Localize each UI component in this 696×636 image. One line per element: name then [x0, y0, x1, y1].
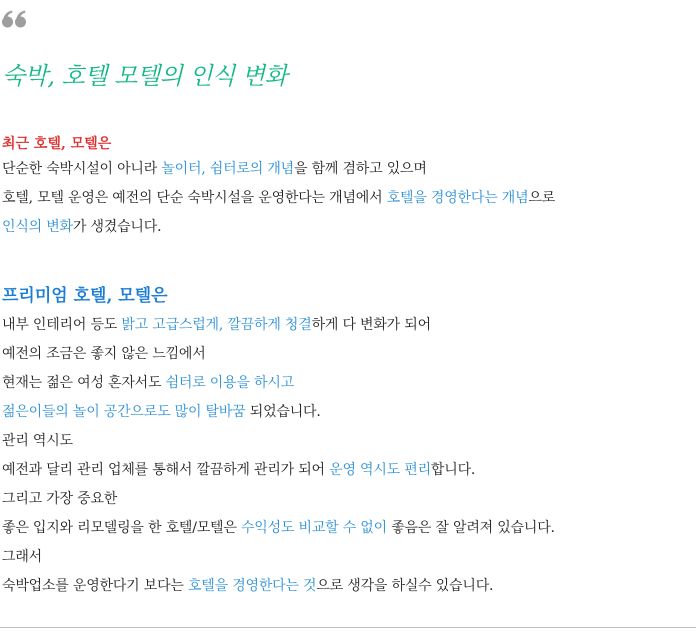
- highlight-text: 운영 역시도 편리: [329, 462, 431, 478]
- section-premium-body: [2, 311, 555, 601]
- text-line: [2, 155, 555, 184]
- body-text: 으로 생각을 하실수 있습니다.: [316, 578, 494, 594]
- text-line: [2, 369, 555, 398]
- body-text: 합니다.: [430, 462, 476, 478]
- section-recent: [2, 133, 555, 242]
- body-text: 가 생겼습니다.: [72, 219, 162, 235]
- body-text: 하게 다 변화가 되어: [311, 317, 431, 333]
- section-premium: [2, 282, 555, 601]
- text-line: [2, 543, 555, 572]
- text-line: [2, 456, 555, 485]
- body-text: 단순한 숙박시설이 아니라: [2, 161, 162, 177]
- quote-icon: [1, 8, 29, 34]
- body-text: 예전과 달리 관리 업체를 통해서 깔끔하게 관리가 되어: [2, 462, 330, 478]
- page-title: 숙박, 호텔 모텔의 인식 변화: [2, 62, 288, 90]
- body-text: 숙박업소를 운영한다기 보다는: [2, 578, 188, 594]
- text-line: [2, 572, 555, 601]
- highlight-text: 인식의 변화: [2, 219, 73, 235]
- body-text: 호텔, 모텔 운영은 예전의 단순 숙박시설을 운영한다는 개념에서: [2, 190, 387, 206]
- body-text: 현재는 젊은 여성 혼자서도: [2, 375, 166, 391]
- text-line: [2, 514, 555, 543]
- body-text: 내부 인테리어 등도: [2, 317, 122, 333]
- body-text: 예전의 조금은 좋지 않은 느낌에서: [2, 346, 206, 362]
- body-text: 을 함께 겸하고 있으며: [294, 161, 427, 177]
- text-line: [2, 213, 555, 242]
- section-recent-body: [2, 155, 555, 242]
- highlight-text: 호텔을 경영한다는 것: [187, 578, 317, 594]
- body-text: 관리 역시도: [2, 433, 73, 449]
- text-line: [2, 184, 555, 213]
- highlight-text: 호텔을 경영한다는 개념: [386, 190, 529, 206]
- section-premium-heading: 프리미엄 호텔, 모텔은: [2, 286, 168, 306]
- highlight-text: 젊은이들의 놀이 공간으로도 많이 탈바꿈: [2, 404, 246, 420]
- body-text: 으로: [528, 190, 556, 206]
- body-text: 좋음은 잘 알려져 있습니다.: [386, 520, 555, 536]
- highlight-text: 놀이터, 쉼터로의 개념: [161, 161, 294, 177]
- text-line: [2, 311, 555, 340]
- highlight-text: 수익성도 비교할 수 없이: [240, 520, 387, 536]
- text-line: [2, 485, 555, 514]
- body-text: 그리고 가장 중요한: [2, 491, 118, 507]
- section-recent-heading: 최근 호텔, 모텔은: [2, 136, 112, 152]
- body-text: 그래서: [2, 549, 42, 565]
- highlight-text: 밝고 고급스럽게, 깔끔하게 청결: [121, 317, 312, 333]
- highlight-text: 쉼터로 이용을 하시고: [165, 375, 294, 391]
- text-line: [2, 398, 555, 427]
- text-line: [2, 427, 555, 456]
- divider: [0, 627, 696, 628]
- text-line: [2, 340, 555, 369]
- body-text: 좋은 입지와 리모델링을 한 호텔/모텔은: [2, 520, 241, 536]
- body-text: 되었습니다.: [245, 404, 321, 420]
